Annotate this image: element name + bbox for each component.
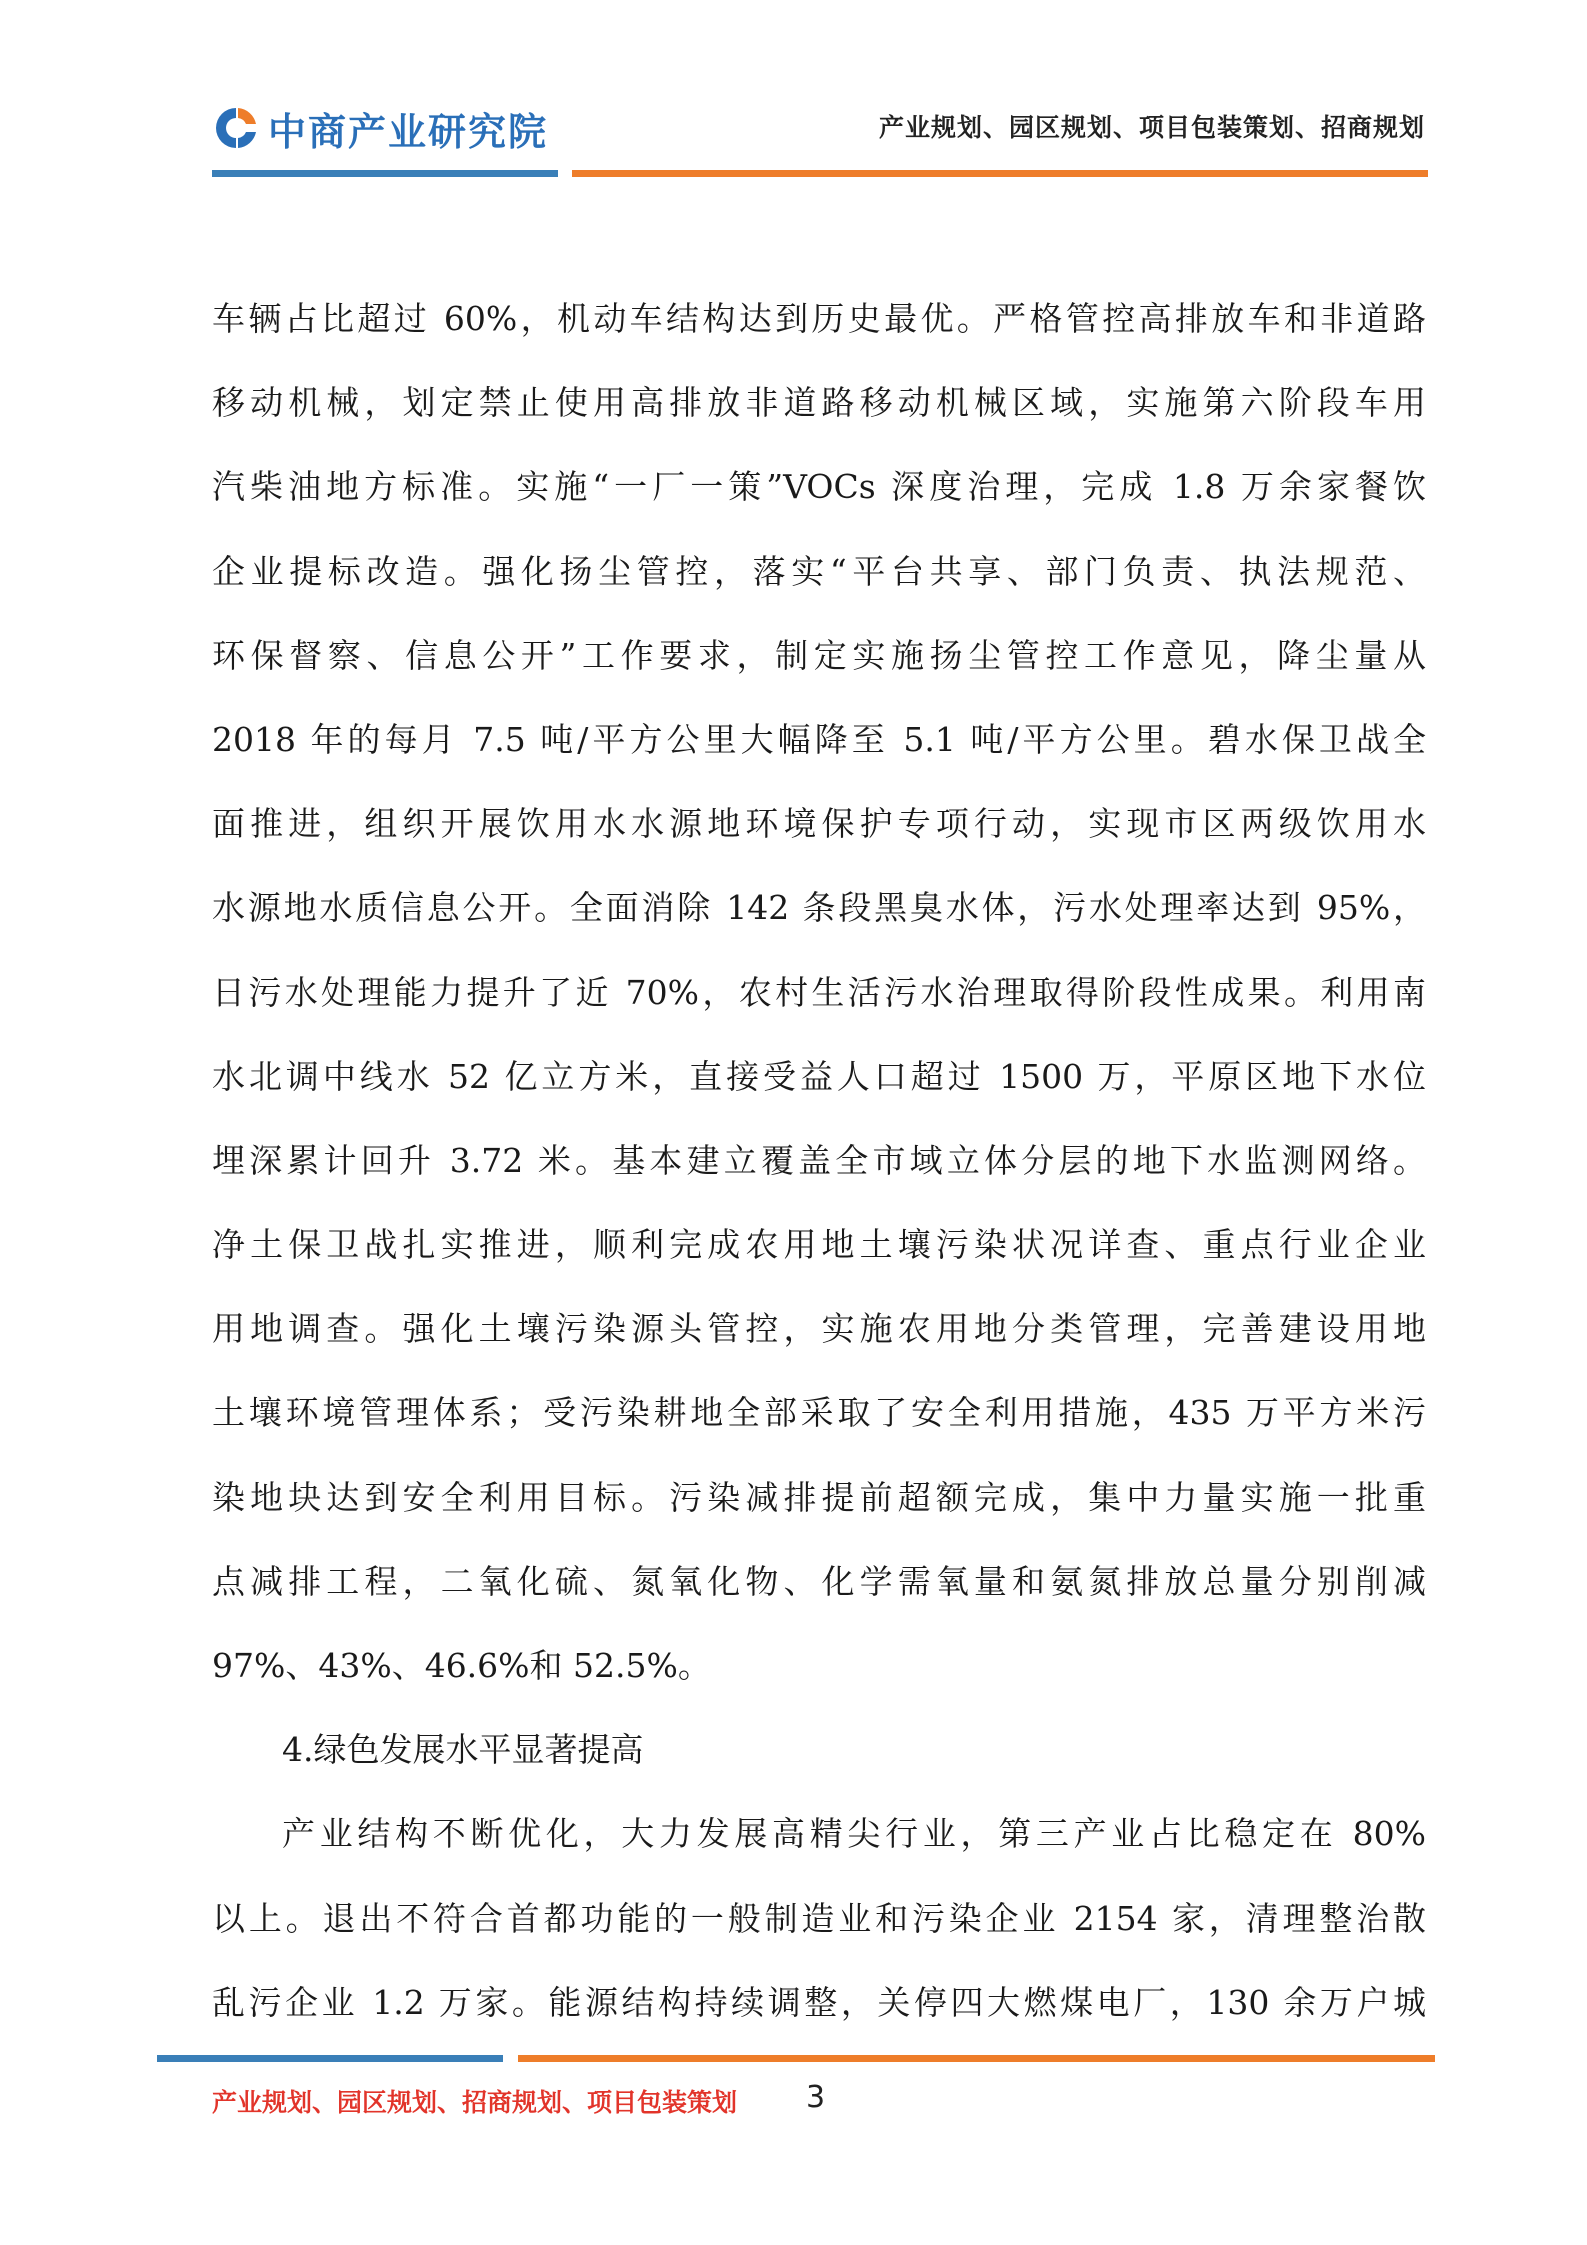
text-line: 用地调查。强化土壤污染源头管控，实施农用地分类管理，完善建设用地 xyxy=(212,1309,1426,1349)
header-tagline: 产业规划、园区规划、项目包装策划、招商规划 xyxy=(878,113,1425,142)
company-logo xyxy=(212,98,548,158)
text-line: 乱污企业 1.2 万家。能源结构持续调整，关停四大燃煤电厂，130 余万户城 xyxy=(212,1982,1426,2022)
text-line: 水源地水质信息公开。全面消除 142 条段黑臭水体，污水处理率达到 95%， xyxy=(212,888,1426,928)
text-line: 以上。退出不符合首都功能的一般制造业和污染企业 2154 家，清理整治散 xyxy=(212,1898,1426,1938)
text-line: 车辆占比超过 60%，机动车结构达到历史最优。严格管控高排放车和非道路 xyxy=(212,299,1426,338)
document-body xyxy=(212,277,1426,2045)
text-line: 水北调中线水 52 亿立方米，直接受益人口超过 1500 万，平原区地下水位 xyxy=(212,1056,1426,1096)
logo-c-icon xyxy=(212,104,260,152)
section-heading: 4.绿色发展水平显著提高 xyxy=(282,1730,644,1770)
text-line: 面推进，组织开展饮用水水源地环境保护专项行动，实现市区两级饮用水 xyxy=(212,804,1426,844)
text-line: 点减排工程，二氧化硫、氮氧化物、化学需氧量和氨氮排放总量分别削减 xyxy=(212,1561,1426,1601)
text-line: 环保督察、信息公开”工作要求，制定实施扬尘管控工作意见，降尘量从 xyxy=(212,635,1426,675)
text-line: 产业结构不断优化，大力发展高精尖行业，第三产业占比稳定在 80% xyxy=(282,1814,1426,1854)
text-line: 97%、43%、46.6%和 52.5%。 xyxy=(212,1646,711,1685)
text-line: 企业提标改造。强化扬尘管控，落实“平台共享、部门负责、执法规范、 xyxy=(212,551,1426,591)
text-line: 日污水处理能力提升了近 70%，农村生活污水治理取得阶段性成果。利用南 xyxy=(212,972,1426,1012)
text-line: 净土保卫战扎实推进，顺利完成农用地土壤污染状况详查、重点行业企业 xyxy=(212,1225,1426,1265)
footer-tagline: 产业规划、园区规划、招商规划、项目包装策划 xyxy=(212,2088,738,2117)
footer-rule-orange xyxy=(518,2055,1435,2062)
text-line: 2018 年的每月 7.5 吨/平方公里大幅降至 5.1 吨/平方公里。碧水保卫战全 xyxy=(212,719,1426,759)
text-line: 土壤环境管理体系；受污染耕地全部采取了安全利用措施，435 万平方米污 xyxy=(212,1393,1426,1433)
footer-rule-blue xyxy=(157,2055,503,2062)
text-line: 汽柴油地方标准。实施“一厂一策”VOCs 深度治理，完成 1.8 万余家餐饮 xyxy=(212,467,1426,507)
page-number: 3 xyxy=(806,2080,826,2115)
header-rule-orange xyxy=(572,170,1428,177)
text-line: 染地块达到安全利用目标。污染减排提前超额完成，集中力量实施一批重 xyxy=(212,1477,1426,1517)
text-line: 埋深累计回升 3.72 米。基本建立覆盖全市域立体分层的地下水监测网络。 xyxy=(212,1140,1426,1180)
text-line: 移动机械，划定禁止使用高排放非道路移动机械区域，实施第六阶段车用 xyxy=(212,383,1426,423)
header-rule-blue xyxy=(212,170,558,177)
logo-text: 中商产业研究院 xyxy=(268,109,549,154)
